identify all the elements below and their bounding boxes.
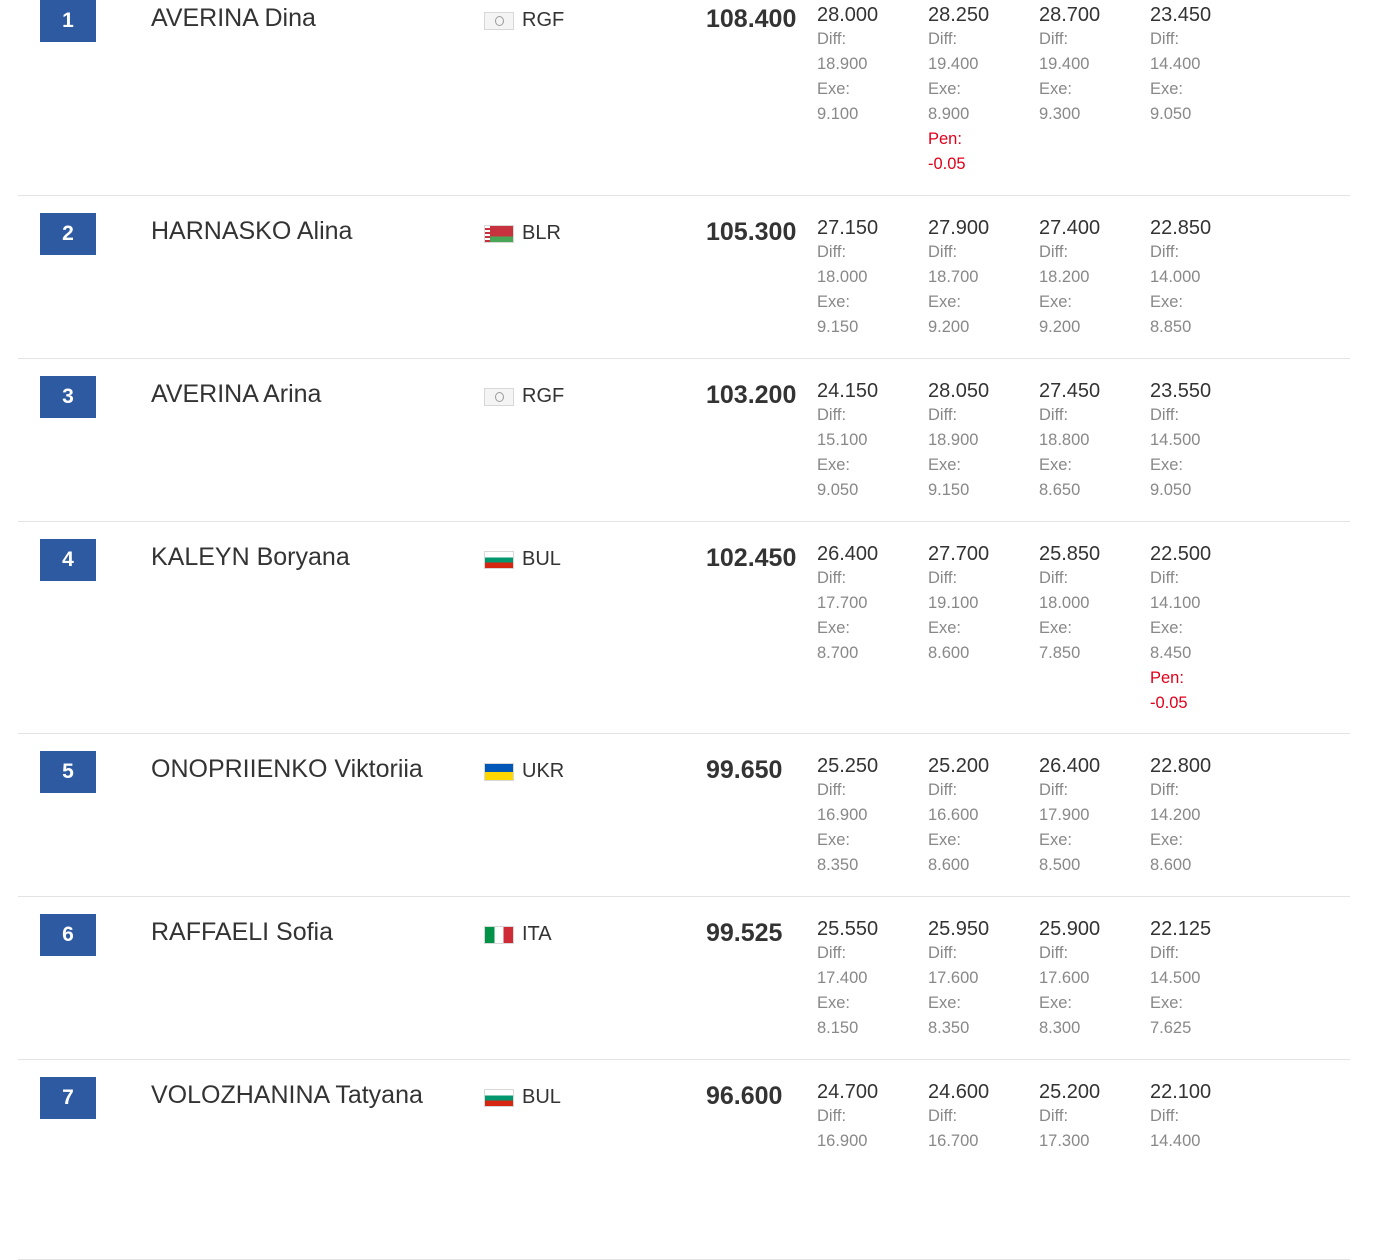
execution-value: 8.600	[1150, 856, 1192, 874]
execution-value: 9.150	[817, 318, 859, 336]
apparatus-score-cell	[1150, 1080, 1255, 1154]
difficulty-value: 18.900	[817, 55, 868, 73]
execution-value: 8.450	[1150, 644, 1192, 662]
total-score: 102.450	[706, 544, 797, 572]
execution-value: 9.050	[1150, 105, 1192, 123]
apparatus-total: 28.250	[928, 4, 990, 26]
apparatus-total: 24.150	[817, 380, 879, 402]
apparatus-total: 25.250	[817, 755, 879, 777]
execution-value: 8.850	[1150, 318, 1192, 336]
total-score: 108.400	[706, 5, 797, 33]
country-code: RGF	[522, 385, 565, 407]
apparatus-total: 23.450	[1150, 4, 1212, 26]
execution-value: 8.650	[1039, 481, 1081, 499]
execution-value: 9.300	[1039, 105, 1081, 123]
execution-label: Exe:	[817, 293, 851, 311]
difficulty-value: 17.400	[817, 969, 868, 987]
difficulty-label: Diff:	[1039, 781, 1069, 799]
apparatus-score-cell	[1150, 542, 1255, 716]
apparatus-total: 26.400	[1039, 755, 1101, 777]
apparatus-total: 22.500	[1150, 543, 1212, 565]
difficulty-value: 18.000	[1039, 594, 1090, 612]
apparatus-score-cell	[1039, 3, 1144, 127]
apparatus-total: 27.400	[1039, 217, 1101, 239]
execution-label: Exe:	[817, 994, 851, 1012]
apparatus-score-cell	[928, 3, 1033, 177]
execution-value: 8.350	[817, 856, 859, 874]
difficulty-label: Diff:	[1039, 569, 1069, 587]
difficulty-value: 17.600	[1039, 969, 1090, 987]
apparatus-score-cell	[817, 754, 922, 878]
execution-value: 9.150	[928, 481, 970, 499]
execution-value: 8.300	[1039, 1019, 1081, 1037]
apparatus-total: 27.150	[817, 217, 879, 239]
apparatus-total: 25.200	[928, 755, 990, 777]
execution-label: Exe:	[1150, 831, 1184, 849]
difficulty-label: Diff:	[1039, 30, 1069, 48]
apparatus-total: 22.100	[1150, 1081, 1212, 1103]
difficulty-label: Diff:	[817, 406, 847, 424]
difficulty-value: 16.900	[817, 806, 868, 824]
execution-value: 8.600	[928, 644, 970, 662]
execution-value: 7.625	[1150, 1019, 1192, 1037]
difficulty-value: 14.200	[1150, 806, 1201, 824]
apparatus-score-cell	[1039, 917, 1144, 1041]
difficulty-label: Diff:	[1150, 781, 1180, 799]
rank-badge: 4	[40, 539, 96, 581]
execution-label: Exe:	[928, 831, 962, 849]
execution-label: Exe:	[817, 456, 851, 474]
execution-label: Exe:	[1150, 994, 1184, 1012]
penalty-label: Pen:	[1150, 669, 1184, 687]
result-row	[18, 897, 1350, 1060]
apparatus-score-cell	[817, 1080, 922, 1154]
difficulty-label: Diff:	[1039, 406, 1069, 424]
difficulty-value: 14.000	[1150, 268, 1201, 286]
difficulty-value: 17.600	[928, 969, 979, 987]
apparatus-total: 28.700	[1039, 4, 1101, 26]
apparatus-score-cell	[928, 542, 1033, 666]
apparatus-score-cell	[1150, 379, 1255, 503]
execution-value: 8.700	[817, 644, 859, 662]
execution-label: Exe:	[817, 619, 851, 637]
country-code: UKR	[522, 760, 565, 782]
apparatus-total: 25.950	[928, 918, 990, 940]
difficulty-label: Diff:	[928, 1107, 958, 1125]
result-row	[18, 1060, 1350, 1260]
execution-label: Exe:	[1039, 80, 1073, 98]
country	[484, 385, 564, 408]
execution-value: 9.050	[817, 481, 859, 499]
difficulty-value: 15.100	[817, 431, 868, 449]
apparatus-score-cell	[1150, 754, 1255, 878]
difficulty-value: 16.600	[928, 806, 979, 824]
total-score: 105.300	[706, 218, 797, 246]
country-code: BLR	[522, 222, 561, 244]
apparatus-score-cell	[817, 542, 922, 666]
difficulty-label: Diff:	[1039, 1107, 1069, 1125]
apparatus-score-cell	[1039, 379, 1144, 503]
rank-badge: 2	[40, 213, 96, 255]
bul-flag-icon	[484, 1089, 514, 1107]
rank-badge: 3	[40, 376, 96, 418]
execution-value: 8.600	[928, 856, 970, 874]
apparatus-score-cell	[928, 754, 1033, 878]
apparatus-total: 25.200	[1039, 1081, 1101, 1103]
difficulty-value: 14.500	[1150, 431, 1201, 449]
difficulty-label: Diff:	[1150, 569, 1180, 587]
apparatus-total: 23.550	[1150, 380, 1212, 402]
difficulty-label: Diff:	[817, 1107, 847, 1125]
difficulty-label: Diff:	[817, 944, 847, 962]
execution-value: 9.050	[1150, 481, 1192, 499]
penalty-value: -0.05	[1150, 694, 1188, 712]
difficulty-value: 17.700	[817, 594, 868, 612]
execution-label: Exe:	[817, 80, 851, 98]
total-score: 99.525	[706, 919, 783, 947]
difficulty-label: Diff:	[1150, 1107, 1180, 1125]
apparatus-total: 28.000	[817, 4, 879, 26]
country	[484, 760, 564, 783]
execution-label: Exe:	[1150, 456, 1184, 474]
execution-label: Exe:	[1039, 994, 1073, 1012]
execution-label: Exe:	[1039, 293, 1073, 311]
athlete-name[interactable]: AVERINA Arina	[151, 380, 322, 408]
difficulty-value: 16.700	[928, 1132, 979, 1150]
apparatus-score-cell	[1150, 3, 1255, 127]
difficulty-label: Diff:	[928, 944, 958, 962]
difficulty-value: 18.900	[928, 431, 979, 449]
result-row	[18, 0, 1350, 196]
execution-label: Exe:	[1150, 619, 1184, 637]
apparatus-score-cell	[928, 379, 1033, 503]
apparatus-score-cell	[1150, 917, 1255, 1041]
total-score: 96.600	[706, 1082, 783, 1110]
difficulty-label: Diff:	[817, 30, 847, 48]
difficulty-value: 18.700	[928, 268, 979, 286]
execution-label: Exe:	[1039, 831, 1073, 849]
country-code: ITA	[522, 923, 552, 945]
execution-value: 9.100	[817, 105, 859, 123]
difficulty-label: Diff:	[928, 406, 958, 424]
difficulty-label: Diff:	[1150, 406, 1180, 424]
difficulty-value: 14.400	[1150, 1132, 1201, 1150]
athlete-name[interactable]: RAFFAELI Sofia	[151, 918, 334, 946]
athlete-name[interactable]: HARNASKO Alina	[151, 217, 353, 245]
execution-label: Exe:	[1150, 293, 1184, 311]
execution-value: 8.350	[928, 1019, 970, 1037]
execution-label: Exe:	[928, 456, 962, 474]
difficulty-value: 18.200	[1039, 268, 1090, 286]
athlete-name[interactable]: VOLOZHANINA Tatyana	[151, 1081, 423, 1109]
rgf-flag-icon	[484, 388, 514, 406]
difficulty-value: 14.100	[1150, 594, 1201, 612]
ukr-flag-icon	[484, 763, 514, 781]
athlete-name[interactable]: AVERINA Dina	[151, 4, 316, 32]
difficulty-value: 19.400	[1039, 55, 1090, 73]
rank-badge: 7	[40, 1077, 96, 1119]
apparatus-score-cell	[1039, 216, 1144, 340]
difficulty-label: Diff:	[1039, 243, 1069, 261]
apparatus-total: 25.850	[1039, 543, 1101, 565]
difficulty-value: 17.300	[1039, 1132, 1090, 1150]
execution-label: Exe:	[1039, 456, 1073, 474]
difficulty-label: Diff:	[1150, 243, 1180, 261]
execution-label: Exe:	[1150, 80, 1184, 98]
apparatus-score-cell	[817, 379, 922, 503]
apparatus-score-cell	[928, 216, 1033, 340]
difficulty-label: Diff:	[817, 243, 847, 261]
difficulty-label: Diff:	[817, 781, 847, 799]
ita-flag-icon	[484, 926, 514, 944]
difficulty-label: Diff:	[928, 781, 958, 799]
difficulty-label: Diff:	[928, 569, 958, 587]
athlete-name[interactable]: KALEYN Boryana	[151, 543, 350, 571]
athlete-name[interactable]: ONOPRIIENKO Viktoriia	[151, 755, 423, 783]
blr-flag-icon	[484, 225, 514, 243]
execution-value: 9.200	[928, 318, 970, 336]
penalty-label: Pen:	[928, 130, 962, 148]
apparatus-total: 25.900	[1039, 918, 1101, 940]
total-score: 99.650	[706, 756, 783, 784]
execution-label: Exe:	[1039, 619, 1073, 637]
rank-badge: 5	[40, 751, 96, 793]
apparatus-total: 22.800	[1150, 755, 1212, 777]
apparatus-score-cell	[1039, 542, 1144, 666]
execution-value: 7.850	[1039, 644, 1081, 662]
difficulty-label: Diff:	[1039, 944, 1069, 962]
difficulty-value: 17.900	[1039, 806, 1090, 824]
difficulty-label: Diff:	[817, 569, 847, 587]
country	[484, 9, 564, 32]
apparatus-total: 26.400	[817, 543, 879, 565]
difficulty-value: 18.800	[1039, 431, 1090, 449]
apparatus-total: 22.125	[1150, 918, 1212, 940]
apparatus-total: 27.700	[928, 543, 990, 565]
execution-value: 9.200	[1039, 318, 1081, 336]
apparatus-total: 24.600	[928, 1081, 990, 1103]
country-code: BUL	[522, 1086, 561, 1108]
difficulty-label: Diff:	[928, 243, 958, 261]
apparatus-total: 24.700	[817, 1081, 879, 1103]
difficulty-value: 19.400	[928, 55, 979, 73]
apparatus-score-cell	[817, 3, 922, 127]
apparatus-score-cell	[1039, 1080, 1144, 1154]
execution-label: Exe:	[928, 994, 962, 1012]
execution-value: 8.150	[817, 1019, 859, 1037]
execution-label: Exe:	[928, 80, 962, 98]
result-row	[18, 734, 1350, 897]
bul-flag-icon	[484, 551, 514, 569]
country-code: BUL	[522, 548, 561, 570]
difficulty-label: Diff:	[1150, 944, 1180, 962]
execution-label: Exe:	[928, 293, 962, 311]
result-row	[18, 196, 1350, 359]
apparatus-score-cell	[928, 1080, 1033, 1154]
difficulty-label: Diff:	[928, 30, 958, 48]
apparatus-total: 27.900	[928, 217, 990, 239]
rank-badge: 6	[40, 914, 96, 956]
apparatus-score-cell	[817, 216, 922, 340]
apparatus-score-cell	[1039, 754, 1144, 878]
difficulty-value: 19.100	[928, 594, 979, 612]
execution-value: 8.500	[1039, 856, 1081, 874]
apparatus-score-cell	[1150, 216, 1255, 340]
difficulty-value: 16.900	[817, 1132, 868, 1150]
apparatus-total: 27.450	[1039, 380, 1101, 402]
result-row	[18, 522, 1350, 734]
difficulty-value: 14.400	[1150, 55, 1201, 73]
country	[484, 1086, 561, 1109]
execution-label: Exe:	[928, 619, 962, 637]
execution-value: 8.900	[928, 105, 970, 123]
apparatus-score-cell	[817, 917, 922, 1041]
country	[484, 222, 561, 245]
country	[484, 548, 561, 571]
country-code: RGF	[522, 9, 565, 31]
result-row	[18, 359, 1350, 522]
apparatus-score-cell	[928, 917, 1033, 1041]
apparatus-total: 25.550	[817, 918, 879, 940]
difficulty-value: 18.000	[817, 268, 868, 286]
execution-label: Exe:	[817, 831, 851, 849]
total-score: 103.200	[706, 381, 797, 409]
apparatus-total: 22.850	[1150, 217, 1212, 239]
penalty-value: -0.05	[928, 155, 966, 173]
difficulty-value: 14.500	[1150, 969, 1201, 987]
rank-badge: 1	[40, 0, 96, 42]
country	[484, 923, 552, 946]
difficulty-label: Diff:	[1150, 30, 1180, 48]
apparatus-total: 28.050	[928, 380, 990, 402]
rgf-flag-icon	[484, 12, 514, 30]
